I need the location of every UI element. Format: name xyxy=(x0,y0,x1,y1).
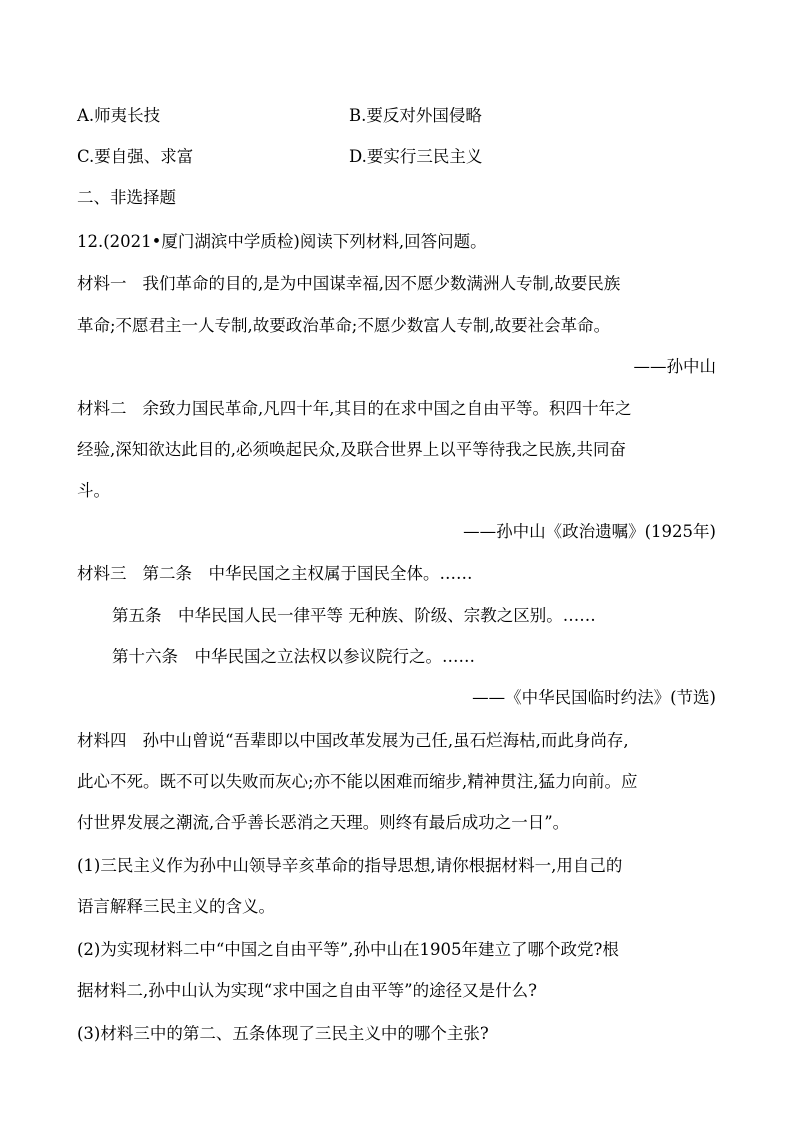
section-heading: 二、非选择题 xyxy=(77,188,176,207)
material-2-line-2: 经验,深知欲达此目的,必须唤起民众,及联合世界上以平等待我之民族,共同奋 xyxy=(77,440,626,459)
options-row-2 xyxy=(77,146,483,168)
material-1-source: ——孙中山 xyxy=(633,357,716,376)
sub-question-1-line-1: (1)三民主义作为孙中山领导辛亥革命的指导思想,请你根据材料一,用自己的 xyxy=(77,856,623,875)
material-2-line-3: 斗。 xyxy=(77,481,110,500)
option-b[interactable]: B.要反对外国侵略 xyxy=(349,106,482,125)
sub-question-3-line-1: (3)材料三中的第二、五条体现了三民主义中的哪个主张? xyxy=(77,1024,489,1043)
option-c[interactable]: C.要自强、求富 xyxy=(77,147,194,166)
material-4-label: 材料四 xyxy=(77,731,127,750)
material-1-text: 我们革命的目的,是为中国谋幸福,因不愿少数满洲人专制,故要民族 xyxy=(142,274,621,293)
material-2-source: ——孙中山《政治遗嘱》(1925年) xyxy=(463,522,716,541)
material-1-line-2: 革命;不愿君主一人专制,故要政治革命;不愿少数富人专制,故要社会革命。 xyxy=(77,316,611,335)
material-2-label: 材料二 xyxy=(77,399,127,418)
material-1-line-1 xyxy=(77,273,620,295)
material-4-line-2: 此心不死。既不可以失败而灰心;亦不能以困难而缩步,精神贯注,猛力向前。应 xyxy=(77,772,638,791)
material-3-article-2: 第二条 中华民国之主权属于国民全体。…… xyxy=(142,564,473,583)
option-d[interactable]: D.要实行三民主义 xyxy=(349,147,483,166)
material-4-line-3: 付世界发展之潮流,合乎善长恶消之天理。则终有最后成功之一日”。 xyxy=(77,813,570,832)
material-3-source: ——《中华民国临时约法》(节选) xyxy=(472,688,716,707)
material-3-label: 材料三 xyxy=(77,564,127,583)
material-2-text: 余致力国民革命,凡四十年,其目的在求中国之自由平等。积四十年之 xyxy=(142,399,632,418)
material-3-article-16: 第十六条 中华民国之立法权以参议院行之。…… xyxy=(112,647,475,666)
material-4-text: 孙中山曾说“吾辈即以中国改革发展为己任,虽石烂海枯,而此身尚存, xyxy=(142,731,629,750)
option-a[interactable]: A.师夷长技 xyxy=(77,106,161,125)
sub-question-2-line-2: 据材料二,孙中山认为实现“求中国之自由平等”的途径又是什么? xyxy=(77,981,537,1000)
material-3-line-1 xyxy=(77,563,473,585)
material-3-article-5: 第五条 中华民国人民一律平等 无种族、阶级、宗教之区别。…… xyxy=(112,606,596,625)
sub-question-1-line-2: 语言解释三民主义的含义。 xyxy=(77,897,275,916)
sub-question-2-line-1: (2)为实现材料二中“中国之自由平等”,孙中山在1905年建立了哪个政党?根 xyxy=(77,940,619,959)
material-1-label: 材料一 xyxy=(77,274,127,293)
options-row-1 xyxy=(77,105,482,127)
question-12-stem: 12.(2021•厦门湖滨中学质检)阅读下列材料,回答问题。 xyxy=(77,232,487,251)
material-4-line-1 xyxy=(77,730,629,752)
material-2-line-1 xyxy=(77,398,632,420)
